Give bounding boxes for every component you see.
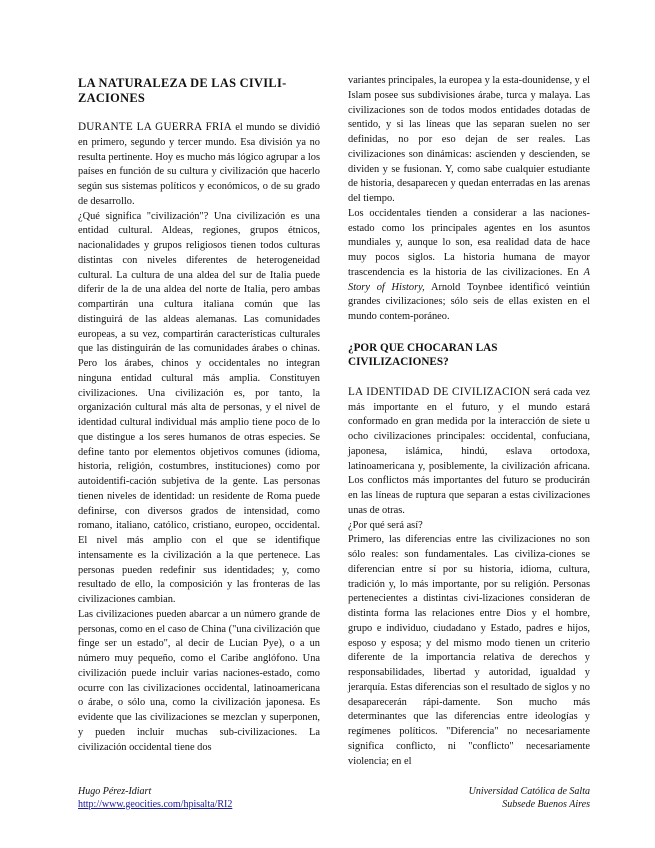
- paragraph-civilization-definition: ¿Qué significa "civilización"? Una civilización es una entidad cultural. Aldeas, regiones, grupos étnicos, nacionalidades y grupos religiosos tienen todos culturas distintas con niveles diferentes de heterogeneidad cultural. La cultura de una aldea del sur de Italia puede diferir de la de una aldea del norte de Italia, pero ambas compartirán una cultura italiana común que las distinguirá de las aldeas alemanas. Las comunidades europeas, a su vez, compartirán características culturales que las distinguirán de las comunidades árabes o chinas. Pero los árabes, chinos y occidentales no integran ninguna entidad cultural más amplia. Constituyen civilizaciones. Una civilización es, por tanto, la organización cultural más alta de personas, y el nivel de identidad cultural individual más amplio tiene poco de lo que distingue a los seres humanos de otras especies. Se define tanto por elementos objetivos comunes (idioma, historia, religión, costumbres, instituciones) como por autoidentifi-cación subjetiva de la gente. Las personas tienen niveles de identidad: un residente de Roma puede definirse, con diversos grados de intensidad, como romano, italiano, católico, cristiano, europeo, occidental. El nivel más amplio con el que se identifique intensamente es la civilización a la que pertenece. Las personas pueden redefinir sus identidades; y, como resultado de ello, la composición y las fronteras de las civilizaciones cambian.: [78, 210, 320, 605]
- footer-left: [78, 786, 232, 811]
- paragraph-nation-states: [348, 207, 590, 325]
- section-subtitle: ¿POR QUE CHOCARAN LAS CIVILIZACIONES?: [348, 341, 498, 368]
- footer-right: [400, 786, 590, 811]
- footer-link[interactable]: http://www.geocities.com/hpisalta/RI2: [78, 798, 233, 810]
- paragraph-text: el mundo se dividió en primero, segundo y tercer mundo. Esa división ya no resulta pertinente. Hoy es mucho más lógico agrupar a los países en función de su cultura y civilización que hacerlo según sus sistemas políticos y económicos, o de su grado de desarrollo.: [78, 122, 320, 207]
- right-column: [348, 74, 590, 769]
- paragraph-text: será cada vez más importante en el futuro, y el mundo estará conformado en gran medida por la interacción de siete u ocho civilizaciones principales: occidental, confuciana, japonesa, islámica, hindú, eslava ortodoxa, latinoamericana y, posiblemente, la civilización africana. Los conflictos más importantes del futuro se producirán en las líneas de ruptura que separan a estas civilizaciones unas de otras.: [348, 386, 590, 516]
- paragraph-differences: Primero, las diferencias entre las civilizaciones no son sólo reales: son fundamentales. Las civiliza-ciones se diferencian entre sí por su historia, idioma, cultura, tradición y, lo más importante, por su religión. Personas pertenecientes a distintas civi-lizaciones consideran de distinta forma las relaciones entre Dios y el hombre, grupo e individuo, ciudadano y Estado, padres e hijos, esposo y esposa; y del mismo modo tienen un criterio diferente de la importancia relativa de derechos y responsabilidades, libertad y autoridad, igualdad y jerarquía. Estas diferencias son el resultado de siglos y no desaparecerán rápi-damente. Son mucho más determinantes que las diferencias entre ideologías y regímenes políticos. "Diferencia" no necesariamente significa conflicto, ni "conflicto" necesariamente violencia; en el: [348, 534, 590, 767]
- question-line: ¿Por qué será así?: [348, 519, 423, 531]
- footer-campus: Subsede Buenos Aires: [502, 798, 590, 810]
- paragraph-intro: [78, 120, 320, 210]
- footer-institution: Universidad Católica de Salta: [468, 786, 590, 797]
- paragraph-text: Los occidentales tienden a considerar a las naciones-estado como los principales agentes en los asuntos mundiales y, aunque lo son, esa realidad data de hace muy pocos siglos. La historia humana de mayor trascendencia es la historia de las civilizaciones. En: [348, 207, 590, 278]
- article-title: LA NATURALEZA DE LAS CIVILI-ZACIONES: [78, 76, 287, 105]
- book-title: A Story of History,: [348, 266, 590, 293]
- footer-author: Hugo Pérez-Idiart: [78, 786, 152, 797]
- paragraph-text: Arnold Toynbee identificó veintiún grandes civilizaciones; sólo seis de ellas existen en el mundo contem-poráneo.: [348, 281, 590, 322]
- left-column: [78, 76, 320, 755]
- paragraph-variants: variantes principales, la europea y la esta-dounidense, y el Islam posee sus subdivisiones árabe, turca y malaya. Las civilizaciones son de todos modos entidades dotadas de sentido, y si las líneas que las separan suelen no ser definidas, no por eso dejan de ser reales. Las civilizaciones son dinámicas: ascienden y descienden, se dividen y se fusionan. Y, como sabe cualquier estudiante de historia, desaparecen y quedan enterradas en las arenas del tiempo.: [348, 75, 590, 204]
- paragraph-lead: LA IDENTIDAD DE CIVILIZACION: [348, 385, 531, 398]
- paragraph-lead: DURANTE LA GUERRA FRIA: [78, 121, 232, 133]
- paragraph-identity: [348, 385, 590, 519]
- paragraph-civilization-scale: Las civilizaciones pueden abarcar a un número grande de personas, como en el caso de China ("una civilización que finge ser un estado", al decir de Lucian Pye), o a un número muy pequeño, como el Caribe anglófono. Una civilización puede incluir varias naciones-estado, como ocurre con las civilizaciones occidental, latinoamericana o árabe, o sólo una, como la civilización japonesa. Es evidente que las civilizaciones se mezclan y superponen, y pueden incluir muchas sub-civilizaciones. La civilización occidental tiene dos: [78, 608, 320, 753]
